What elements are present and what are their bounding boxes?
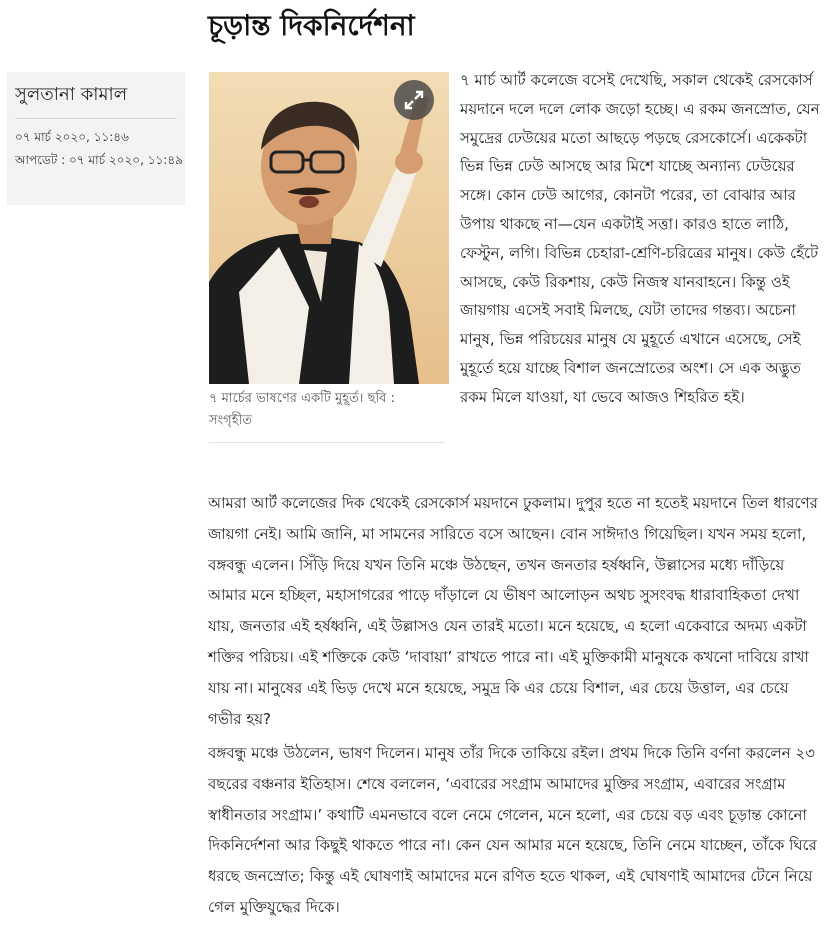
article-meta (15, 126, 183, 172)
caption-divider (209, 442, 445, 443)
author-name[interactable]: সুলতানা কামাল (15, 84, 128, 105)
article-paragraph-3: বঙ্গবন্ধু মঞ্চে উঠলেন, ভাষণ দিলেন। মানুষ তাঁর দিকে তাকিয়ে রইল। প্রথম দিকে তিনি বর্ণনা করলেন ২৩ বছরের বঞ্চনার ইতিহাস। শেষে বললেন, ‘এবারের সংগ্রাম আমাদের মুক্তির সংগ্রাম, এবারের সংগ্রাম স্বাধীনতার সংগ্রাম।’ কথাটি এমনভাবে বলে নেমে গেলেন, মনে হলো, এর চেয়ে বড় এবং চূড়ান্ত কোনো দিকনির্দেশনা আর কিছুই থাকতে পারে না। কেন যেন আমার মনে হয়েছে, তিনি নেমে যাচ্ছেন, তাঁকে ঘিরে ধরছে জনস্রোত; কিন্তু এই ঘোষণাই আমাদের মনে রণিত হতে থাকল, এই ঘোষণাই আমাদের টেনে নিয়ে গেল মুক্তিযুদ্ধের দিকে। (208, 744, 817, 916)
updated-time: আপডেট : ০৭ মার্চ ২০২০, ১১:৪৯ (15, 153, 183, 167)
author-divider (15, 118, 177, 119)
author-info-box (7, 72, 185, 205)
image-caption: ৭ মার্চের ভাষণের একটি মুহূর্ত। ছবি : সংগৃহীত (209, 391, 395, 428)
expand-image-button[interactable] (394, 80, 434, 120)
article-paragraph-1: ৭ মার্চ আর্ট কলেজে বসেই দেখেছি, সকাল থেকেই রেসকোর্স ময়দানে দলে দলে লোক জড়ো হচ্ছে। এ রকম জনস্রোত, যেন সমুদ্রের ঢেউয়ের মতো আছড়ে পড়ছে রেসকোর্সে। একেকটা ভিন্ন ভিন্ন ঢেউ আসছে আর মিশে যাচ্ছে অন্যান্য ঢেউয়ের সঙ্গে। কোন ঢেউ আগের, কোনটা পরের, তা বোঝার আর উপায় থাকছে না—যেন একটাই সত্তা। কারও হাতে লাঠি, ফেস্টুন, লগি। বিভিন্ন চেহারা-শ্রেণি-চরিত্রের মানুষ। কেউ হেঁটে আসছে, কেউ রিকশায়, কেউ নিজস্ব যানবাহনে। কিন্তু ওই জায়গায় এসেই সবাই মিলছে, যেটা তাদের গন্তব্য। অচেনা মানুষ, ভিন্ন পরিচয়ের মানুষ যে মুহূর্তে এখানে এসেছে, সেই মুহূর্তে হয়ে যাচ্ছে বিশাল জনস্রোতের অংশ। সে এক অদ্ভুত রকম মিলে যাওয়া, যা ভেবে আজও শিহরিত হই। (460, 71, 820, 406)
page-title: চূড়ান্ত দিকনির্দেশনা (208, 9, 415, 42)
article-paragraph-2: আমরা আর্ট কলেজের দিক থেকেই রেসকোর্স ময়দানে ঢুকলাম। দুপুর হতে না হতেই ময়দানে তিল ধারণের জায়গা নেই। আমি জানি, মা সামনের সারিতে বসে আছেন। বোন সাঈদাও গিয়েছিল। যখন সময় হলো, বঙ্গবন্ধু এলেন। সিঁড়ি দিয়ে যখন তিনি মঞ্চে উঠছেন, তখন জনতার হর্ষধ্বনি, উল্লাসের মধ্যে দাঁড়িয়ে আমার মনে হচ্ছিল, মহাসাগরের পাড়ে দাঁড়ালে যে ভীষণ আলোড়ন অথচ সুসংবদ্ধ ধারাবাহিকতা দেখা যায়, জনতার এই হর্ষধ্বনি, এই উল্লাসও যেন তারই মতো। মনে হয়েছে, এ হলো একেবারে অদম্য একটা শক্তির পরিচয়। এই শক্তিকে কেউ ‘দাবায়া’ রাখতে পারে না। এই মুক্তিকামী মানুষকে কখনো দাবিয়ে রাখা যায় না। মানুষের এই ভিড় দেখে মনে হয়েছে, সমুদ্র কি এর চেয়ে বিশাল, এর চেয়ে উত্তাল, এর চেয়ে গভীর হয়? (208, 494, 818, 728)
expand-arrows-icon (403, 89, 425, 111)
published-time: ০৭ মার্চ ২০২০, ১১:৪৬ (15, 130, 129, 144)
